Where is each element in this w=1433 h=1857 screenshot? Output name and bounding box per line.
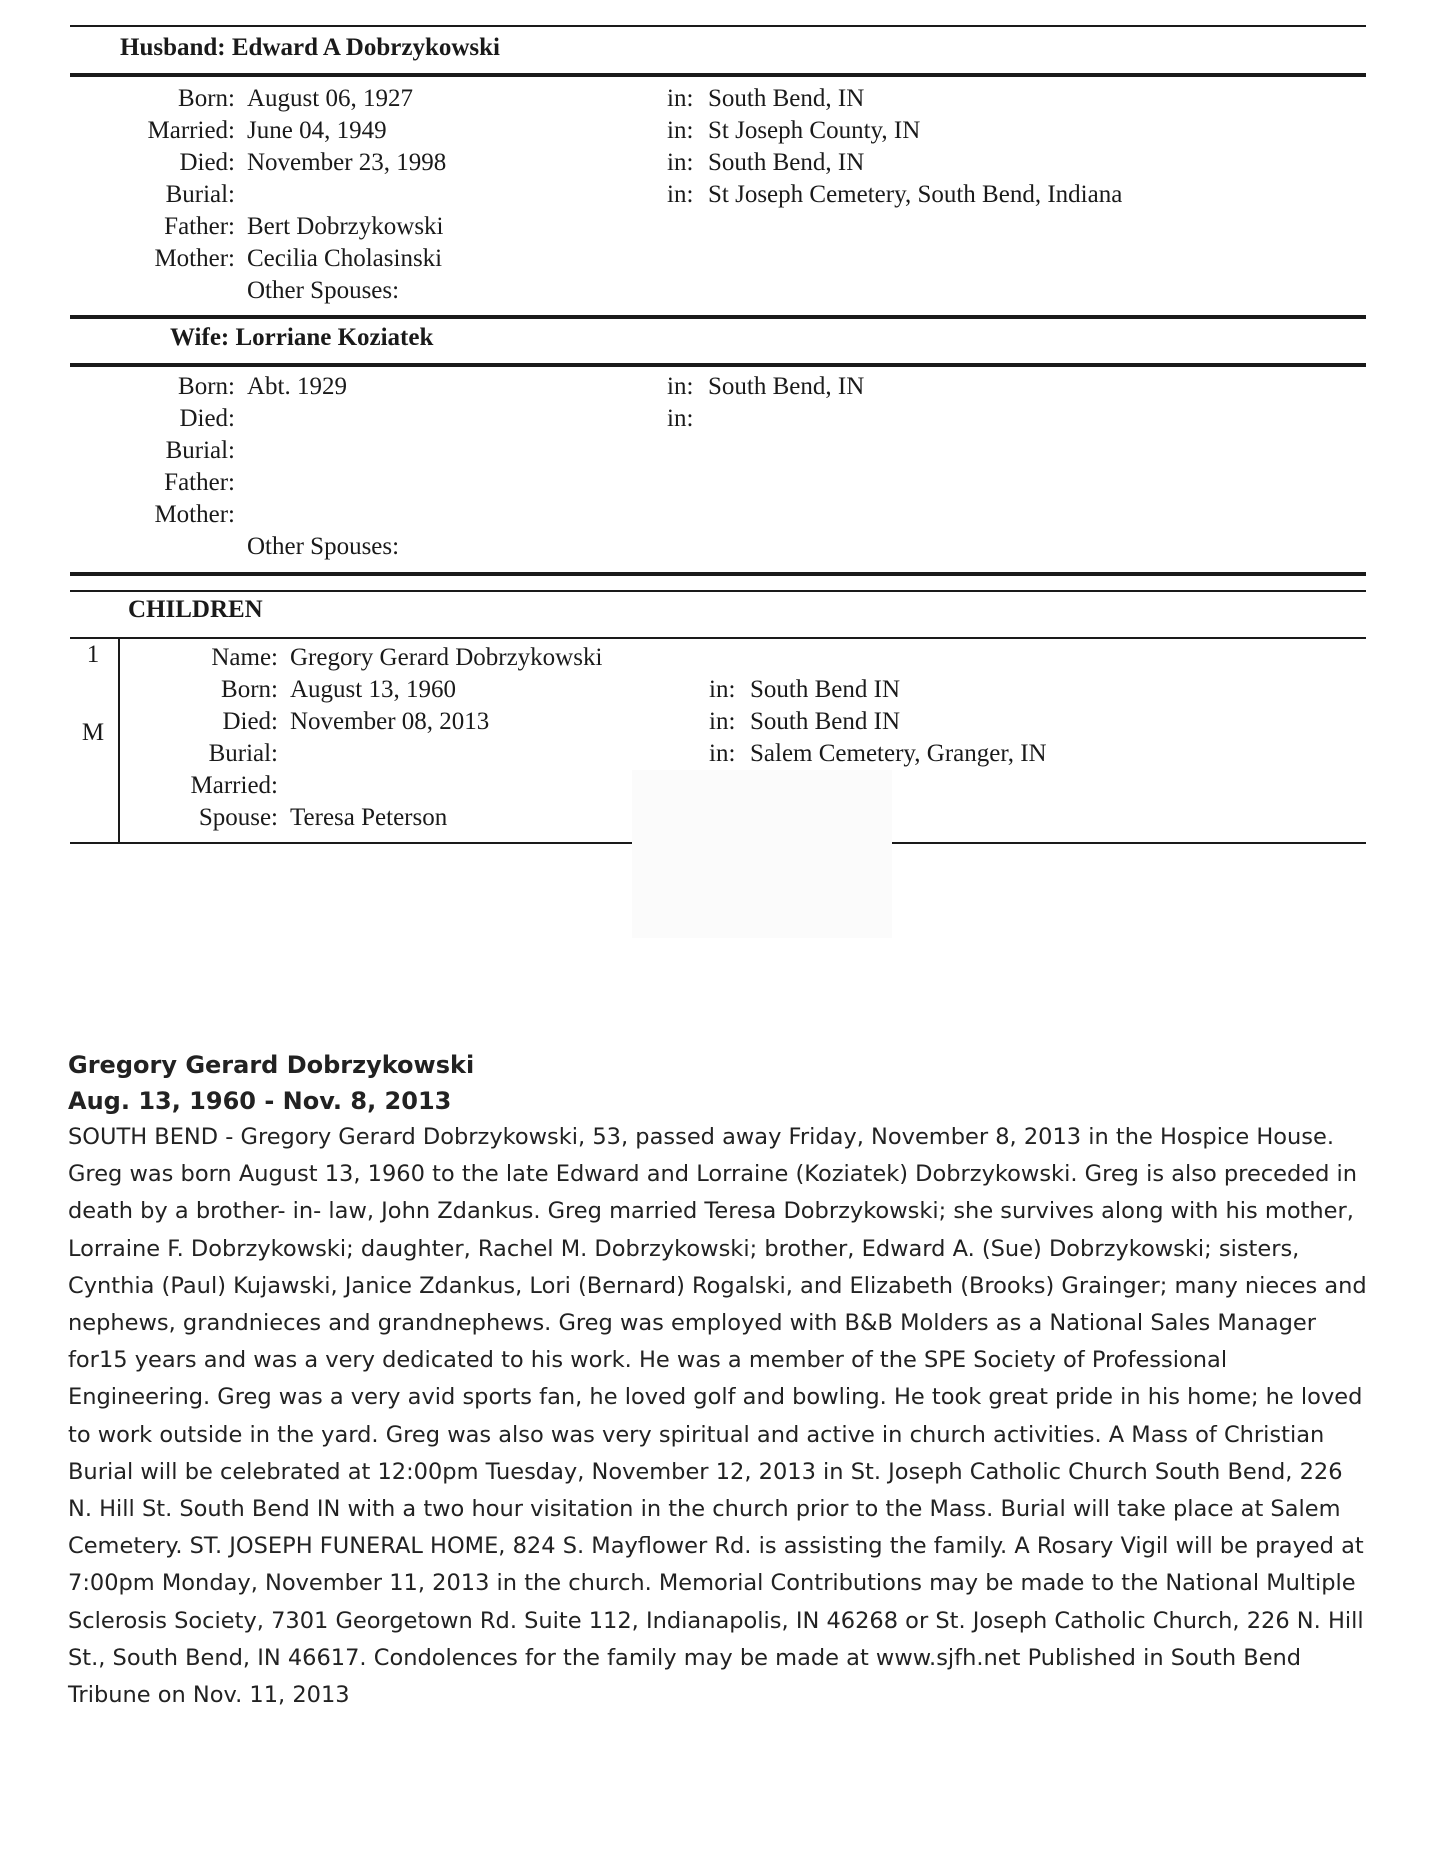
place-value: South Bend, IN [708,149,865,176]
husband-died-row [0,147,1433,179]
field-value: August 06, 1927 [247,85,413,112]
field-value: November 08, 2013 [290,708,490,735]
field-value: Teresa Peterson [290,804,448,831]
obituary-dates: Aug. 13, 1960 - Nov. 8, 2013 [68,1087,452,1115]
husband-other-spouses-row [0,275,1433,307]
in-label: in: [667,117,694,144]
field-label: Spouse: [198,804,278,831]
wife-father-row [0,467,1433,499]
top-rule [70,25,1366,27]
in-label: in: [667,149,694,176]
field-label: Died: [222,708,278,735]
husband-mother-row [0,243,1433,275]
in-label: in: [709,676,736,703]
field-value: Bert Dobrzykowski [247,213,444,240]
wife-heading-label: Wife: [170,324,230,351]
in-label: in: [667,405,694,432]
field-label: Married: [190,772,278,799]
obituary-name: Gregory Gerard Dobrzykowski [68,1051,475,1079]
wife-born-row [0,371,1433,403]
in-label: in: [709,708,736,735]
field-label: Burial: [208,740,278,767]
wife-name: Lorriane Koziatek [235,324,434,351]
husband-burial-row [0,179,1433,211]
wife-burial-row [0,435,1433,467]
field-value: August 13, 1960 [290,676,456,703]
husband-married-row [0,115,1433,147]
child-born-row [0,674,1433,706]
husband-father-row [0,211,1433,243]
place-value: South Bend, IN [708,373,865,400]
husband-heading-label: Husband: [120,34,226,61]
child-name-row [0,642,1433,674]
field-value: June 04, 1949 [247,117,387,144]
husband-rule [70,73,1366,77]
field-value: Cecilia Cholasinski [247,245,443,272]
field-label: Father: [164,469,235,496]
field-label: Married: [147,117,235,144]
children-rule [70,637,1366,639]
field-label: Father: [164,213,235,240]
wife-rule [70,363,1366,367]
field-label: Name: [211,644,278,671]
in-label: in: [709,740,736,767]
wife-other-spouses-row [0,531,1433,563]
place-value: St Joseph County, IN [708,117,921,144]
field-value: November 23, 1998 [247,149,447,176]
child-number: 1 [86,641,100,668]
husband-born-row [0,83,1433,115]
child-burial-row [0,738,1433,770]
field-label: Mother: [154,501,235,528]
wife-heading [170,324,433,352]
children-heading: CHILDREN [128,596,263,623]
children-top-rule [70,590,1366,592]
field-value: Gregory Gerard Dobrzykowski [290,644,603,671]
place-value: South Bend IN [750,676,900,703]
field-label: Died: [179,149,235,176]
in-label: in: [667,85,694,112]
field-value: Abt. 1929 [247,373,347,400]
husband-name: Edward A Dobrzykowski [231,34,500,61]
field-label: Died: [179,405,235,432]
place-value: South Bend, IN [708,85,865,112]
in-label: in: [667,373,694,400]
wife-died-row [0,403,1433,435]
child-died-row [0,706,1433,738]
field-label: Born: [178,85,235,112]
obituary [68,1047,1368,1714]
place-value: South Bend IN [750,708,900,735]
other-spouses-label: Other Spouses: [247,533,400,560]
field-label: Burial: [165,437,235,464]
field-label: Born: [221,676,278,703]
place-value: St Joseph Cemetery, South Bend, Indiana [708,181,1123,208]
husband-heading [120,34,500,62]
husband-bottom-rule [70,315,1366,319]
wife-bottom-rule [70,572,1366,576]
in-label: in: [667,181,694,208]
wife-mother-row [0,499,1433,531]
obituary-body: SOUTH BEND - Gregory Gerard Dobrzykowski, 53, passed away Friday, November 8, 2013 in the Hospice House. Greg was born August 13, 1960 to the late Edward and Lorraine (Koziatek) Dobrzykowski. Greg is also preceded in death by a brother- in- law, John Zdankus. Greg married Teresa Dobrzykowski; she survives along with his mother, Lorraine F. Dobrzykowski; daughter, Rachel M. Dobrzykowski; brother, Edward A. (Sue) Dobrzykowski; sisters, Cynthia (Paul) Kujawski, Janice Zdankus, Lori (Bernard) Rogalski, and Elizabeth (Brooks) Grainger; many nieces and nephews, grandnieces and grandnephews. Greg was employed with B&B Molders as a National Sales Manager for15 years and was a very dedicated to his work. He was a member of the SPE Society of Professional Engineering. Greg was a very avid sports fan, he loved golf and bowling. He took great pride in his home; he loved to work outside in the yard. Greg was also was very spiritual and active in church activities. A Mass of Christian Burial will be celebrated at 12:00pm Tuesday, November 12, 2013 in St. Joseph Catholic Church South Bend, 226 N. Hill St. South Bend IN with a two hour visitation in the church prior to the Mass. Burial will take place at Salem Cemetery. ST. JOSEPH FUNERAL HOME, 824 S. Mayflower Rd. is assisting the family. A Rosary Vigil will be prayed at 7:00pm Monday, November 11, 2013 in the church. Memorial Contributions may be made to the National Multiple Sclerosis Society, 7301 Georgetown Rd. Suite 112, Indianapolis, IN 46268 or St. Joseph Catholic Church, 226 N. Hill St., South Bend, IN 46617. Condolences for the family may be made at www.sjfh.net Published in South Bend Tribune on Nov. 11, 2013 [68,1124,1367,1709]
child-sex: M [81,719,105,746]
other-spouses-label: Other Spouses: [247,277,400,304]
field-label: Born: [178,373,235,400]
field-label: Burial: [165,181,235,208]
paper-patch [632,770,892,938]
field-label: Mother: [154,245,235,272]
place-value: Salem Cemetery, Granger, IN [750,740,1047,767]
